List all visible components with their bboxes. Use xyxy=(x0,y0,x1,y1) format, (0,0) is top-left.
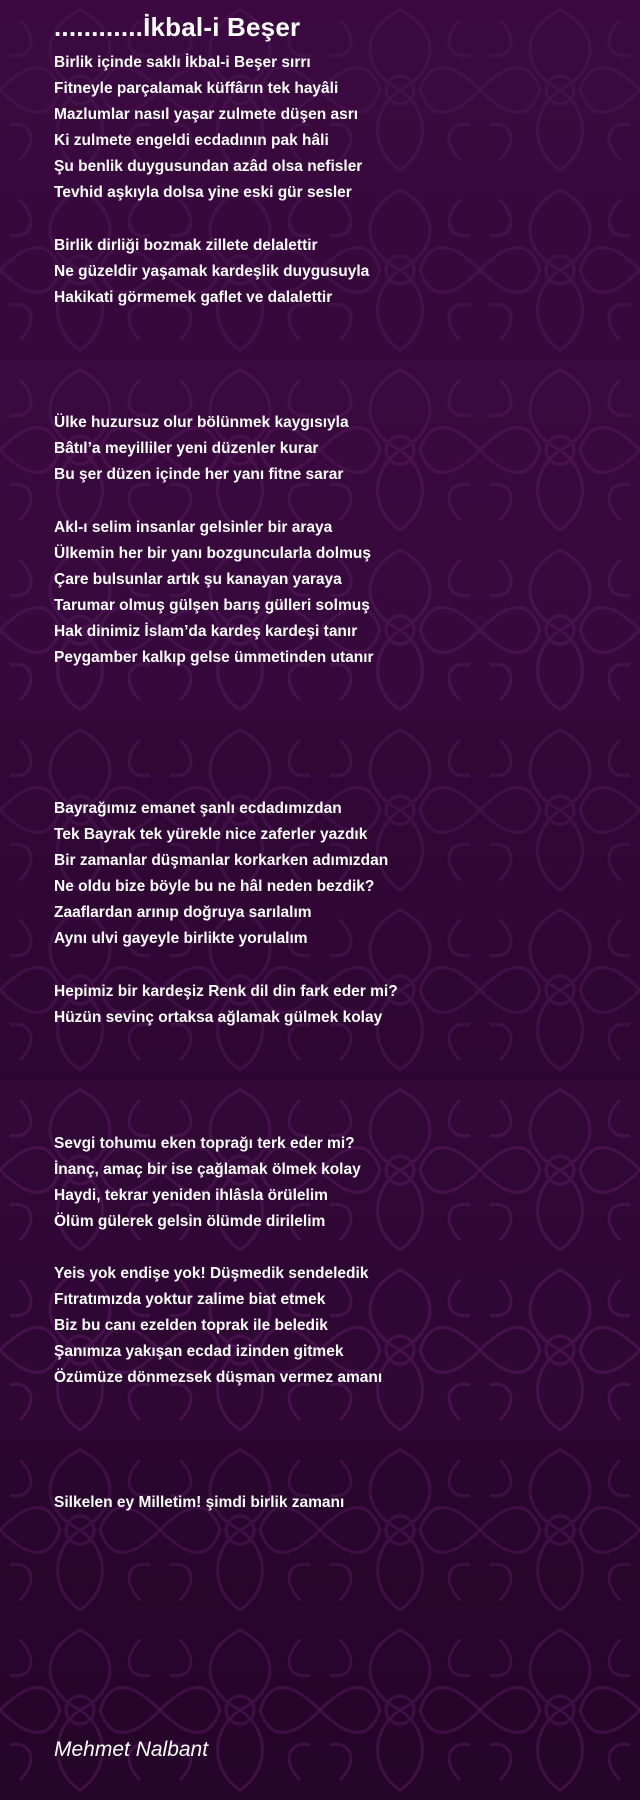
poem-line: Hakikati görmemek gaflet ve dalalettir xyxy=(54,289,333,306)
poem-line: Bir zamanlar düşmanlar korkarken adımızdan xyxy=(54,852,389,869)
poem-line: Ülkemin her bir yanı bozguncularla dolmuş xyxy=(54,545,371,562)
poem-line: Tarumar olmuş gülşen barış gülleri solmuş xyxy=(54,597,370,614)
poem-line: Hüzün sevinç ortaksa ağlamak gülmek kolay xyxy=(54,1009,383,1026)
poem-stanza-3 xyxy=(54,410,349,488)
poem-line: Zaaflardan arınıp doğruya sarılalım xyxy=(54,904,312,921)
poem-line: Özümüze dönmezsek düşman vermez amanı xyxy=(54,1369,383,1386)
poem-line: Bu şer düzen içinde her yanı fitne sarar xyxy=(54,466,344,483)
poem-line: Tevhid aşkıyla dolsa yine eski gür sesler xyxy=(54,184,352,201)
poem-stanza-4 xyxy=(54,515,374,671)
poem-stanza-5 xyxy=(54,796,388,952)
poem-line: Ne güzeldir yaşamak kardeşlik duygusuyla xyxy=(54,263,370,280)
poem-line: İnanç, amaç bir ise çağlamak ölmek kolay xyxy=(54,1161,361,1178)
poem-title: ............İkbal-i Beşer xyxy=(54,12,301,42)
poem-stanza-9 xyxy=(54,1490,344,1516)
poem-stanza-7 xyxy=(54,1131,361,1235)
poem-line: Yeis yok endişe yok! Düşmedik sendeledik xyxy=(54,1265,369,1282)
poem-line: Hepimiz bir kardeşiz Renk dil din fark eder mi? xyxy=(54,983,398,1000)
poem-line: Tek Bayrak tek yürekle nice zaferler yazdık xyxy=(54,826,368,843)
poem-line: Aynı ulvi gayeyle birlikte yorulalım xyxy=(54,930,308,947)
poem-line: Ne oldu bize böyle bu ne hâl neden bezdik? xyxy=(54,878,375,895)
poem-stanza-2 xyxy=(54,233,369,311)
poem-line: Birlik içinde saklı İkbal-i Beşer sırrı xyxy=(54,54,311,71)
poem-line: Haydi, tekrar yeniden ihlâsla örülelim xyxy=(54,1187,328,1204)
poem-line: Hak dinimiz İslam’da kardeş kardeşi tanır xyxy=(54,623,358,640)
poem-author: Mehmet Nalbant xyxy=(54,1738,209,1761)
poem-line: Şu benlik duygusundan azâd olsa nefisler xyxy=(54,158,363,175)
poem-line: Akl-ı selim insanlar gelsinler bir araya xyxy=(54,519,333,536)
poem-line: Silkelen ey Milletim! şimdi birlik zamanı xyxy=(54,1494,345,1511)
poem-line: Ülke huzursuz olur bölünmek kaygısıyla xyxy=(54,414,349,431)
poem-line: Mazlumlar nasıl yaşar zulmete düşen asrı xyxy=(54,106,359,123)
poem-line: Sevgi tohumu eken toprağı terk eder mi? xyxy=(54,1135,355,1152)
poem-line: Fitneyle parçalamak küffârın tek hayâli xyxy=(54,80,339,97)
poem-line: Bâtıl’a meyilliler yeni düzenler kurar xyxy=(54,440,319,457)
poem-line: Bayrağımız emanet şanlı ecdadımızdan xyxy=(54,800,342,817)
poem-line: Fıtratımızda yoktur zalime biat etmek xyxy=(54,1291,326,1308)
poem-line: Ki zulmete engeldi ecdadının pak hâli xyxy=(54,132,329,149)
poem-stanza-1 xyxy=(54,50,362,206)
poem-line: Birlik dirliği bozmak zillete delalettir xyxy=(54,237,318,254)
poem-line: Peygamber kalkıp gelse ümmetinden utanır xyxy=(54,649,374,666)
poem-line: Şanımıza yakışan ecdad izinden gitmek xyxy=(54,1343,344,1360)
poem-line: Çare bulsunlar artık şu kanayan yaraya xyxy=(54,571,342,588)
poem-line: Ölüm gülerek gelsin ölümde dirilelim xyxy=(54,1213,326,1230)
poem-stanza-8 xyxy=(54,1261,382,1391)
poem-stanza-6 xyxy=(54,979,398,1031)
poem-line: Biz bu canı ezelden toprak ile beledik xyxy=(54,1317,328,1334)
